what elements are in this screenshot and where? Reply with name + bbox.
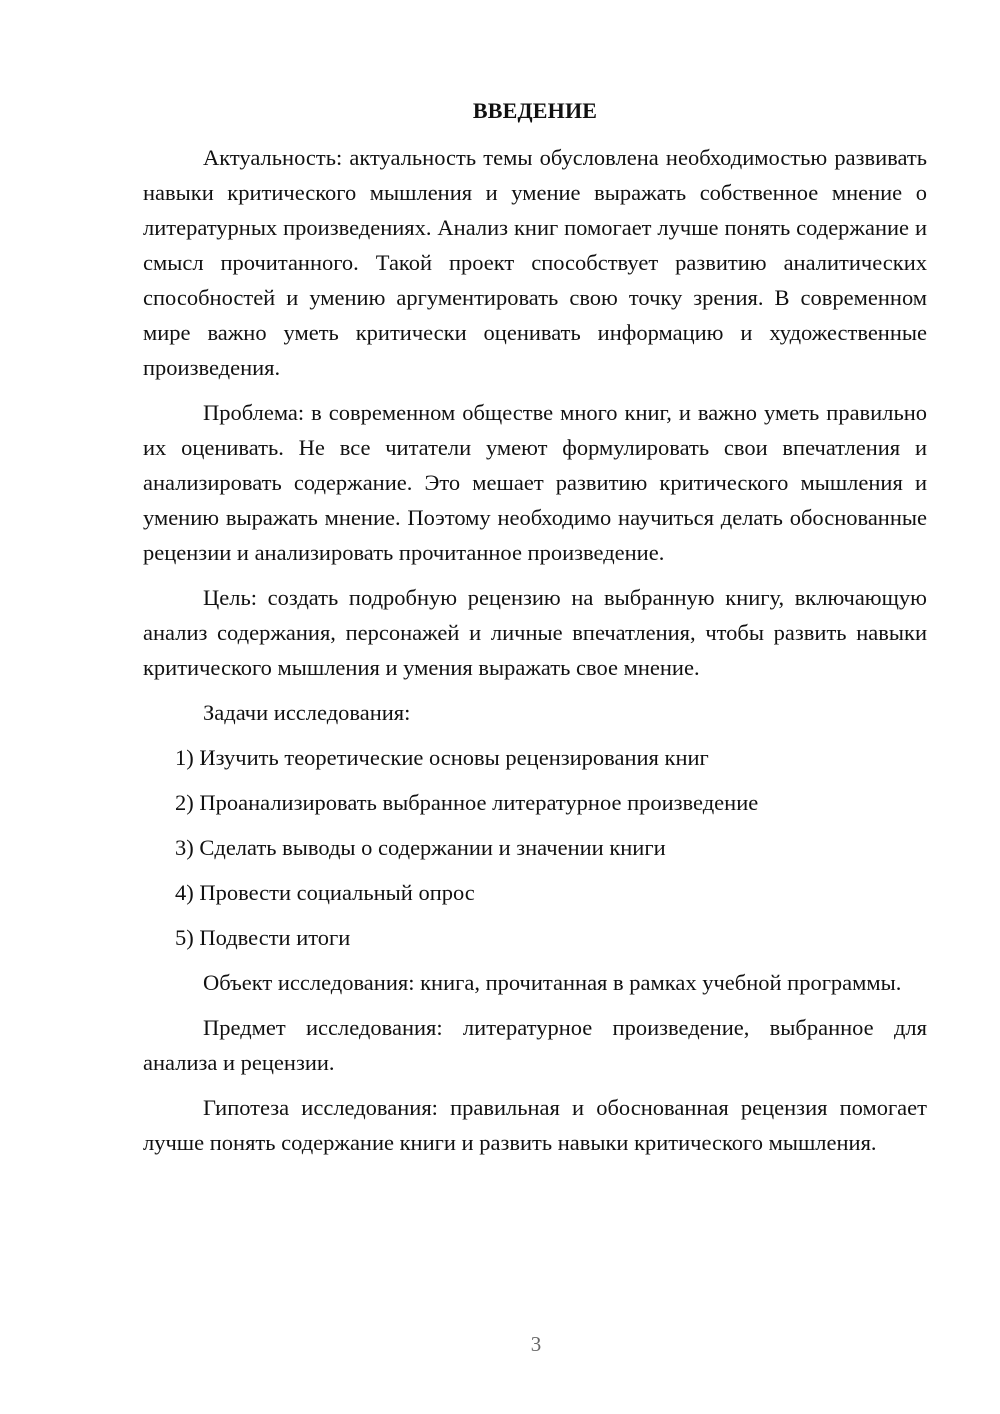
tasks-title: Задачи исследования: [203,700,411,725]
page-number: 3 [530,1332,542,1356]
paragraph-hypothesis: Гипотеза исследования: правильная и обоснованная рецензия помогает лучше понять содержание книги и развить навыки критического мышления. [143,1095,927,1155]
paragraph-problem: Проблема: в современном обществе много книг, и важно уметь правильно их оценивать. Не все читатели умеют формулировать свои впечатления и анализировать содержание. Это мешает развитию критического мышления и умению выражать мнение. Поэтому необходимо научиться делать обоснованные рецензии и анализировать прочитанное произведение. [143,400,927,565]
task-item: 3) Сделать выводы о содержании и значении книги [175,835,666,860]
task-item: 5) Подвести итоги [175,925,351,950]
document-body [143,94,927,1170]
paragraph-object: Объект исследования: книга, прочитанная в рамках учебной программы. [203,970,902,995]
task-item: 4) Провести социальный опрос [175,880,475,905]
paragraph-relevance: Актуальность: актуальность темы обусловлена необходимостью развивать навыки критического мышления и умение выражать собственное мнение о литературных произведениях. Анализ книг помогает лучше понять содержание и смысл прочитанного. Такой проект способствует развитию аналитических способностей и умению аргументировать свою точку зрения. В современном мире важно уметь критически оценивать информацию и художественные произведения. [143,145,927,380]
paragraph-subject: Предмет исследования: литературное произведение, выбранное для анализа и рецензии. [143,1015,927,1075]
task-list [143,740,927,955]
paragraph-goal: Цель: создать подробную рецензию на выбранную книгу, включающую анализ содержания, персонажей и личные впечатления, чтобы развить навыки критического мышления и умения выражать свое мнение. [143,585,927,680]
section-heading: ВВЕДЕНИЕ [472,98,598,123]
task-item: 2) Проанализировать выбранное литературное произведение [175,790,759,815]
task-item: 1) Изучить теоретические основы рецензирования книг [175,745,709,770]
